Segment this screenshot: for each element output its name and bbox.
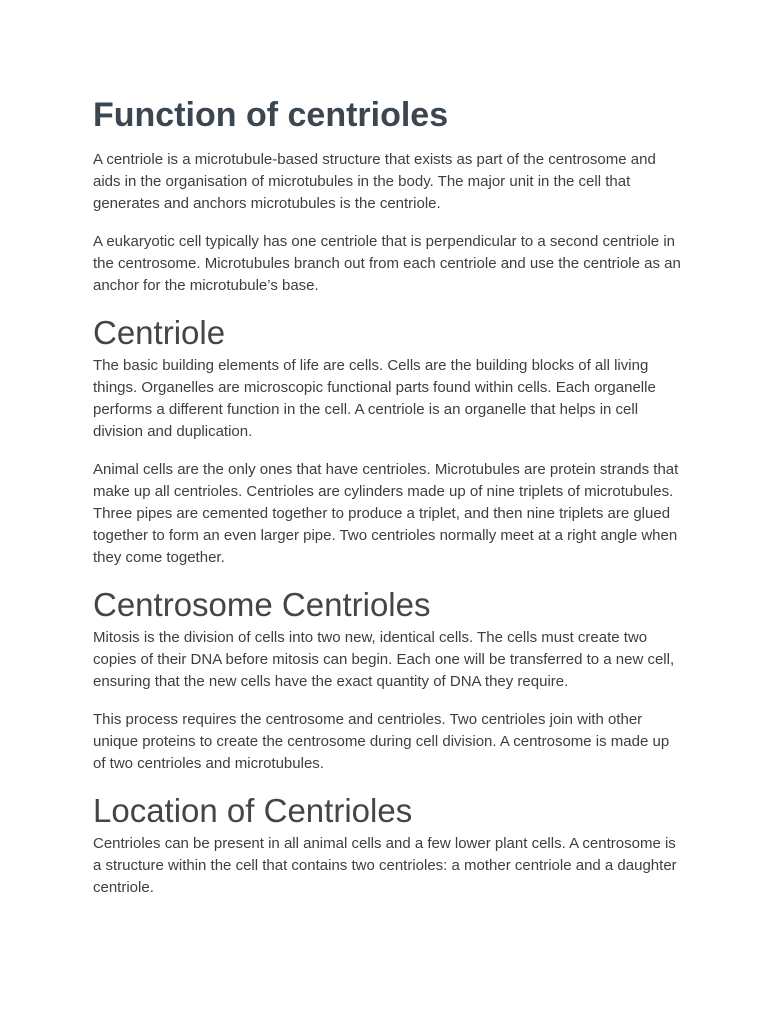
page-title: Function of centrioles: [93, 96, 449, 134]
centrosome-paragraph-1: Mitosis is the division of cells into two new, identical cells. The cells must create two copies of their DNA before mitosis can begin. Each one will be transferred to a new cell, ensuring that the new cells have the exact quantity of DNA they require.: [93, 629, 675, 690]
centriole-paragraph-1: The basic building elements of life are cells. Cells are the building blocks of all living things. Organelles are microscopic functional parts found within cells. Each organelle performs a different function in the cell. A centriole is an organelle that helps in cell division and duplication.: [93, 357, 656, 440]
intro-paragraph-2: A eukaryotic cell typically has one centriole that is perpendicular to a second centriole in the centrosome. Microtubules branch out from each centriole and use the centriole as an anchor for the microtubule’s base.: [93, 233, 681, 294]
document-page: [93, 94, 683, 915]
centrosome-paragraph-2: This process requires the centrosome and centrioles. Two centrioles join with other unique proteins to create the centrosome during cell division. A centrosome is made up of two centrioles and microtubules.: [93, 711, 670, 772]
location-paragraph-1: Centrioles can be present in all animal cells and a few lower plant cells. A centrosome is a structure within the cell that contains two centrioles: a mother centriole and a daughter centriole.: [93, 835, 677, 896]
section-heading-location-of-centrioles: Location of Centrioles: [93, 792, 413, 829]
intro-paragraph-1: A centriole is a microtubule-based structure that exists as part of the centrosome and aids in the organisation of microtubules in the body. The major unit in the cell that generates and anchors microtubules is the centriole.: [93, 151, 656, 212]
section-heading-centriole: Centriole: [93, 314, 226, 351]
centriole-paragraph-2: Animal cells are the only ones that have centrioles. Microtubules are protein strands that make up all centrioles. Centrioles are cylinders made up of nine triplets of microtubules. Three pipes are cemented together to produce a triplet, and then nine triplets are glued together to form an even larger pipe. Two centrioles normally meet at a right angle when they come together.: [93, 461, 679, 566]
section-heading-centrosome-centrioles: Centrosome Centrioles: [93, 586, 431, 623]
